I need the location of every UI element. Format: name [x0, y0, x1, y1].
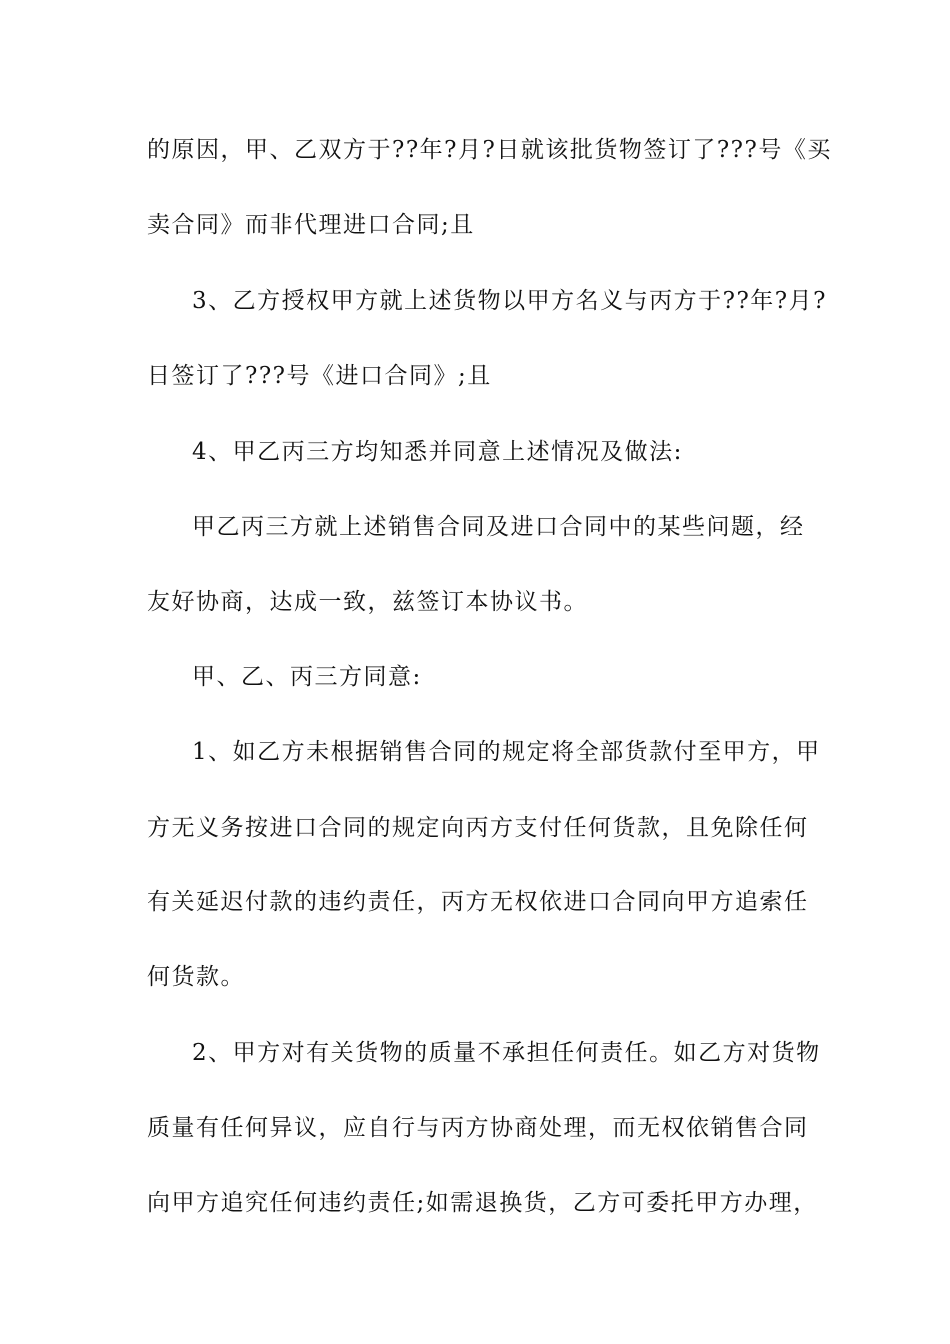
text-line: 何货款。 — [147, 964, 245, 990]
text-line: 向甲方追究任何违约责任;如需退换货，乙方可委托甲方办理， — [147, 1190, 818, 1216]
text-line: 卖合同》而非代理进口合同;且 — [147, 212, 475, 238]
text-line: 的原因，甲、乙双方于??年?月?日就该批货物签订了???号《买 — [147, 137, 832, 163]
text-line: 4、甲乙丙三方均知悉并同意上述情况及做法: — [192, 439, 683, 465]
text-line: 日签订了???号《进口合同》;且 — [147, 363, 492, 389]
text-line: 甲乙丙三方就上述销售合同及进口合同中的某些问题，经 — [192, 514, 805, 540]
text-line: 3、乙方授权甲方就上述货物以甲方名义与丙方于??年?月? — [192, 288, 827, 314]
text-line: 质量有任何异议，应自行与丙方协商处理，而无权依销售合同 — [147, 1115, 809, 1141]
text-line: 2、甲方对有关货物的质量不承担任何责任。如乙方对货物 — [192, 1040, 821, 1066]
text-line: 方无义务按进口合同的规定向丙方支付任何货款，且免除任何 — [147, 815, 809, 841]
text-line: 有关延迟付款的违约责任，丙方无权依进口合同向甲方追索任 — [147, 889, 809, 915]
text-line: 1、如乙方未根据销售合同的规定将全部货款付至甲方，甲 — [192, 739, 821, 765]
text-line: 友好协商，达成一致，兹签订本协议书。 — [147, 589, 588, 615]
text-line: 甲、乙、丙三方同意: — [192, 664, 422, 690]
